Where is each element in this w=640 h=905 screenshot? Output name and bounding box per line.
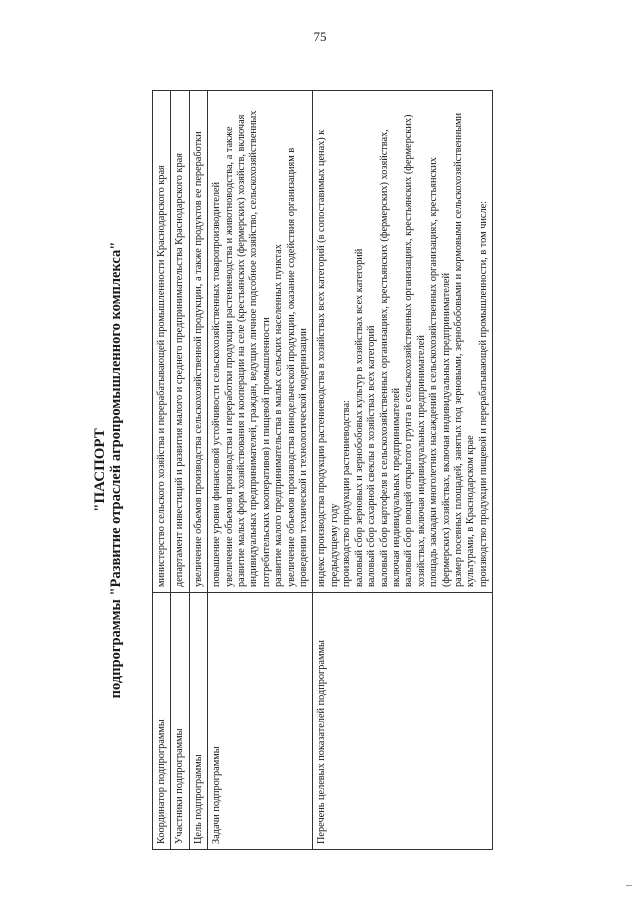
passport-row: [171, 91, 189, 850]
value-line: площадь закладки многолетних насаждений в сельскохозяйственных организациях, крестьянских (фермерских) хозяйствах, включая индивидуальных предпринимателей: [428, 157, 452, 587]
value-line: увеличение объемов производства сельскохозяйственной продукции, а также продуктов ее переработки: [192, 131, 204, 587]
row-label: Участники подпрограммы: [171, 593, 189, 850]
passport-row: [189, 91, 207, 850]
rotated-document: [90, 90, 590, 850]
value-line: валовый сбор сахарной свеклы в хозяйствах всех категорий: [366, 325, 378, 587]
page-number: 75: [313, 29, 327, 44]
title-line-2: подпрограммы "Развитие отраслей агропромышленного комплекса": [108, 241, 124, 699]
row-value: [313, 91, 493, 593]
document-body: [90, 90, 590, 850]
value-line: увеличение объемов производства винодельческой продукции, оказание содействия организациям в проведении технической и технологической модернизации: [285, 147, 310, 587]
row-value: [208, 91, 313, 593]
row-label: Цель подпрограммы: [189, 593, 207, 850]
value-line: повышение уровня финансовой устойчивости сельскохозяйственных товаропроизводителей: [211, 181, 223, 587]
value-line: увеличение объемов производства и переработки продукции растениеводства и животноводства, а также развитие малых форм хозяйствования и кооперации на селе (крестьянских (фермерских) хозяйств, включая индивидуальных предпринимателей, граждан, ведущих личное подсобное хозяйство, сельскохозяйственных потребительских кооперативов) и пищевой промышленности: [223, 110, 272, 587]
row-label: Координатор подпрограммы: [153, 593, 171, 850]
passport-table: [152, 90, 493, 850]
row-value: [189, 91, 207, 593]
row-label: Перечень целевых показателей подпрограммы: [313, 593, 493, 850]
title-line-1: "ПАСПОРТ: [92, 428, 108, 512]
passport-row: [313, 91, 493, 850]
row-value: [171, 91, 189, 593]
value-line: развитие малого предпринимательства в малых сельских населенных пунктах: [273, 244, 285, 587]
value-line: индекс производства продукции растениеводства в хозяйствах всех категорий (в сопоставимых ценах) к предыдущему году: [316, 129, 340, 587]
value-line: размер посевных площадей, занятых под зерновыми, зернобобовыми и кормовыми сельскохозяйственными культурами, в Краснодарском крае: [452, 112, 477, 587]
value-line: департамент инвестиций и развития малого и среднего предпринимательства Краснодарского края: [174, 153, 186, 587]
row-value: [153, 91, 171, 593]
passport-row: [153, 91, 171, 850]
value-line: министерство сельского хозяйства и перерабатывающей промышленности Краснодарского края: [156, 165, 167, 587]
value-line: производство продукции пищевой и перерабатывающей промышленности, в том числе:: [477, 200, 489, 587]
scan-edge-mark: [626, 885, 632, 886]
value-line: валовый сбор картофеля в сельскохозяйственных организациях, крестьянских (фермерских) хозяйствах, включая индивидуальных предпринимателей: [378, 129, 402, 587]
value-line: валовый сбор овощей открытого грунта в сельскохозяйственных организациях, крестьянских (фермерских) хозяйствах, включая индивидуальных предпринимателей: [403, 114, 427, 587]
value-line: валовый сбор зерновых и зернобобовых культур в хозяйствах всех категорий: [353, 248, 365, 587]
document-title: [92, 90, 124, 850]
passport-row: [208, 91, 313, 850]
row-label: Задачи подпрограммы: [208, 593, 313, 850]
value-line: производство продукции растениеводства:: [341, 400, 353, 587]
